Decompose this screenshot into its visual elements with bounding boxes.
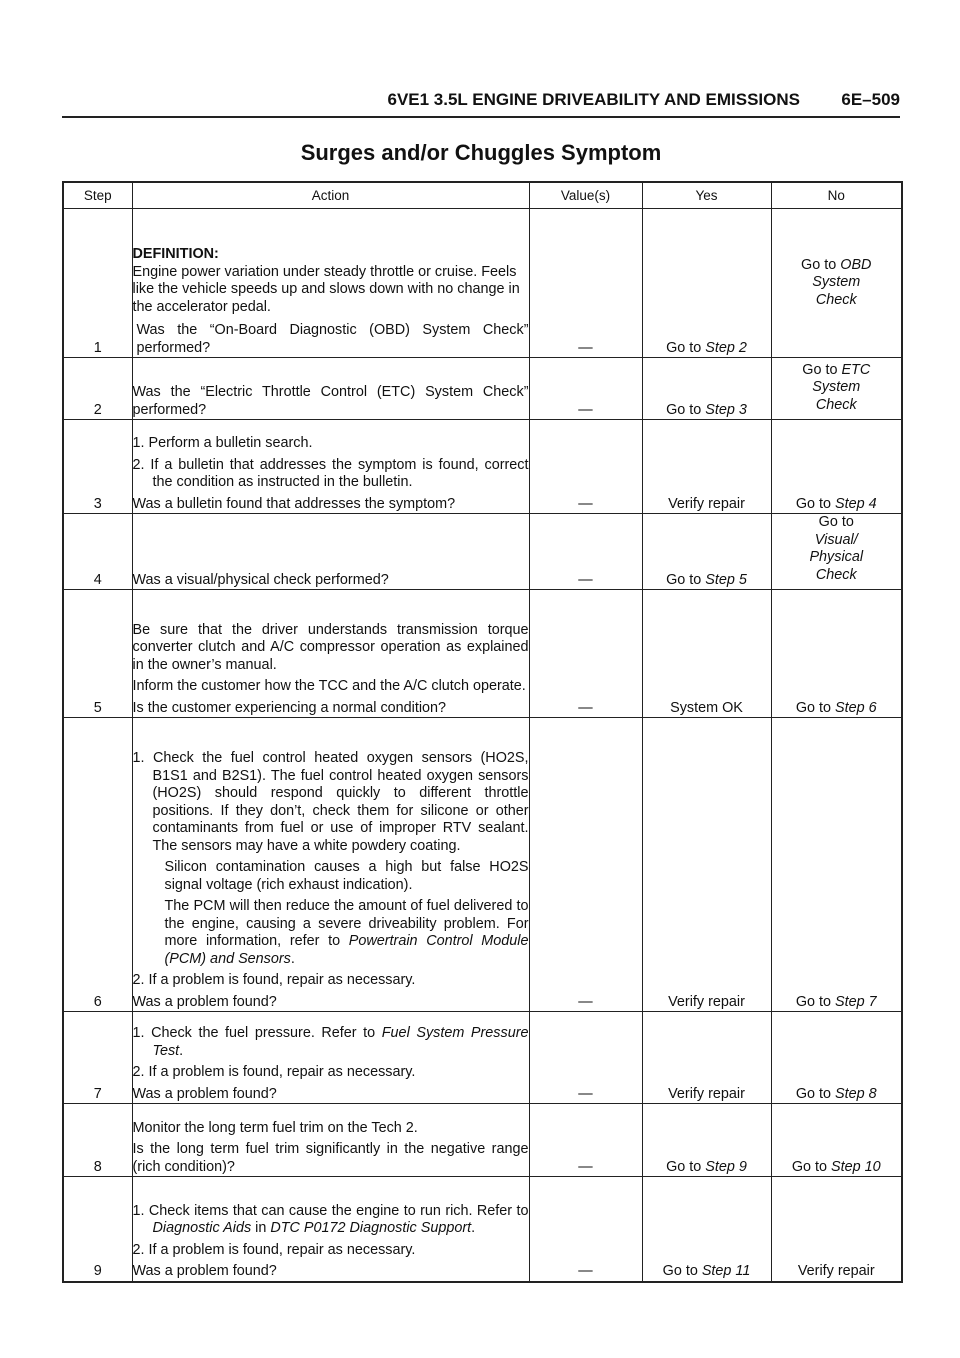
table-row bbox=[63, 1177, 902, 1282]
table-row bbox=[63, 718, 902, 1012]
action-subitem: Silicon contamination causes a high but false HO2S signal voltage (rich exhaust indication). bbox=[164, 859, 529, 893]
step-no: Go to Visual/ Physical Check bbox=[771, 514, 902, 590]
step-action bbox=[132, 1104, 529, 1177]
step-question: Was a visual/physical check performed? bbox=[132, 571, 389, 588]
page-title: Surges and/or Chuggles Symptom bbox=[300, 140, 662, 165]
step-no: Go to Step 8 bbox=[771, 1012, 902, 1104]
step-value: — bbox=[529, 1177, 642, 1282]
table-header-row bbox=[63, 182, 902, 209]
step-ref-link[interactable]: Fuel System Pressure Test bbox=[152, 1025, 529, 1059]
table-row bbox=[63, 358, 902, 420]
step-value: — bbox=[529, 590, 642, 718]
diagnostic-table bbox=[62, 181, 903, 1283]
table-row bbox=[63, 590, 902, 718]
step-no: Go to Step 4 bbox=[771, 420, 902, 514]
table-row bbox=[63, 1012, 902, 1104]
step-yes: Go to Step 2 bbox=[642, 209, 771, 358]
step-ref-link[interactable]: Step 11 bbox=[701, 1263, 751, 1279]
step-value: — bbox=[529, 718, 642, 1012]
step-question: Was a bulletin found that addresses the symptom? bbox=[132, 495, 456, 512]
section-title: 6VE1 3.5L ENGINE DRIVEABILITY AND EMISSIONS bbox=[387, 90, 800, 109]
step-number: 1 bbox=[63, 209, 132, 358]
action-paragraph: Monitor the long term fuel trim on the Tech 2. bbox=[132, 1119, 418, 1136]
table-row bbox=[63, 514, 902, 590]
step-action bbox=[132, 209, 529, 358]
step-action bbox=[132, 358, 529, 420]
step-number: 6 bbox=[63, 718, 132, 1012]
step-question: Is the customer experiencing a normal condition? bbox=[132, 699, 447, 716]
action-item: 1. Perform a bulletin search. bbox=[132, 435, 313, 451]
step-ref-link[interactable]: Step 7 bbox=[835, 993, 877, 1010]
action-item: 2. If a problem is found, repair as necessary. bbox=[132, 1241, 416, 1258]
step-ref-link[interactable]: Step 5 bbox=[705, 571, 747, 588]
step-ref-link[interactable]: DTC P0172 Diagnostic Support bbox=[270, 1220, 472, 1236]
step-number: 7 bbox=[63, 1012, 132, 1104]
action-subitem: The PCM will then reduce the amount of fuel delivered to the engine, causing a severe driveability problem. For more information, refer to Powertrain Control Module (PCM) and Sensors. bbox=[164, 898, 529, 967]
step-value: — bbox=[529, 358, 642, 420]
step-ref-link[interactable]: Step 10 bbox=[831, 1158, 881, 1175]
step-yes: Verify repair bbox=[642, 420, 771, 514]
action-item: 2. If a problem is found, repair as necessary. bbox=[132, 972, 416, 988]
step-action bbox=[132, 718, 529, 1012]
action-item: 1. Check the fuel pressure. Refer to Fuel System Pressure Test. bbox=[132, 1025, 529, 1059]
step-number: 4 bbox=[63, 514, 132, 590]
step-number: 9 bbox=[63, 1177, 132, 1282]
table-row bbox=[63, 209, 902, 358]
step-question: Was a problem found? bbox=[132, 993, 277, 1010]
step-action bbox=[132, 420, 529, 514]
step-yes: Verify repair bbox=[642, 718, 771, 1012]
step-number: 2 bbox=[63, 358, 132, 420]
step-number: 5 bbox=[63, 590, 132, 718]
step-value: — bbox=[529, 1104, 642, 1177]
step-question: Was a problem found? bbox=[132, 1263, 277, 1279]
step-value: — bbox=[529, 209, 642, 358]
step-ref-link[interactable]: Step 2 bbox=[705, 339, 747, 356]
col-header-step: Step bbox=[63, 182, 132, 209]
action-item: 2. If a problem is found, repair as necessary. bbox=[132, 1064, 416, 1080]
step-ref-link[interactable]: Visual/ Physical Check bbox=[809, 531, 864, 583]
step-no: Go to Step 10 bbox=[771, 1104, 902, 1177]
step-ref-link[interactable]: Step 8 bbox=[835, 1085, 877, 1102]
action-paragraph: Inform the customer how the TCC and the A/C clutch operate. bbox=[132, 678, 526, 694]
definition-label: DEFINITION: bbox=[132, 246, 219, 262]
step-no: Go to ETC System Check bbox=[771, 358, 902, 420]
step-no: Go to OBD System Check bbox=[771, 209, 902, 358]
step-no: Verify repair bbox=[771, 1177, 902, 1282]
col-header-action: Action bbox=[132, 182, 529, 209]
step-ref-link[interactable]: ETC System Check bbox=[812, 361, 871, 413]
step-question: Was the “On-Board Diagnostic (OBD) System Check” performed? bbox=[136, 322, 529, 356]
step-yes: Go to Step 3 bbox=[642, 358, 771, 420]
action-item: 2. If a bulletin that addresses the symptom is found, correct the condition as instructed in the bulletin. bbox=[132, 456, 529, 490]
step-ref-link[interactable]: Diagnostic Aids bbox=[152, 1220, 252, 1236]
table-row bbox=[63, 1104, 902, 1177]
step-no: Go to Step 6 bbox=[771, 590, 902, 718]
step-yes: Go to Step 5 bbox=[642, 514, 771, 590]
page-header bbox=[62, 88, 900, 118]
table-row bbox=[63, 420, 902, 514]
col-header-no: No bbox=[771, 182, 902, 209]
step-action bbox=[132, 514, 529, 590]
step-value: — bbox=[529, 1012, 642, 1104]
step-no: Go to Step 7 bbox=[771, 718, 902, 1012]
step-ref-link[interactable]: Step 9 bbox=[705, 1158, 747, 1175]
step-value: — bbox=[529, 514, 642, 590]
col-header-values: Value(s) bbox=[529, 182, 642, 209]
definition-text: Engine power variation under steady throttle or cruise. Feels like the vehicle speeds up and slows down with no change in the accelerator pedal. bbox=[132, 263, 520, 315]
step-ref-link[interactable]: Step 4 bbox=[835, 495, 877, 512]
step-action bbox=[132, 1177, 529, 1282]
step-ref-link[interactable]: Step 3 bbox=[705, 401, 747, 418]
step-yes: Go to Step 9 bbox=[642, 1104, 771, 1177]
step-value: — bbox=[529, 420, 642, 514]
step-yes: System OK bbox=[642, 590, 771, 718]
step-number: 8 bbox=[63, 1104, 132, 1177]
step-question: Is the long term fuel trim significantly in the negative range (rich condition)? bbox=[132, 1141, 529, 1175]
step-yes: Verify repair bbox=[642, 1012, 771, 1104]
step-action bbox=[132, 1012, 529, 1104]
action-item: 1. Check the fuel control heated oxygen sensors (HO2S, B1S1 and B2S1). The fuel control heated oxygen sensors (HO2S) should respond quickly to different throttle positions. If they don’t, check them for silicone or other contaminants from fuel or use of improper RTV sealant. The sensors may have a white powdery coating. bbox=[132, 750, 529, 854]
page-number: 6E–509 bbox=[841, 90, 900, 109]
step-ref-link[interactable]: Step 6 bbox=[835, 699, 877, 716]
action-item: 1. Check items that can cause the engine to run rich. Refer to Diagnostic Aids in DTC P0172 Diagnostic Support. bbox=[132, 1202, 529, 1236]
action-paragraph: Be sure that the driver understands transmission torque converter clutch and A/C compressor operation as explained in the owner’s manual. bbox=[132, 621, 529, 673]
step-ref-link[interactable]: OBD System Check bbox=[812, 256, 872, 308]
step-number: 3 bbox=[63, 420, 132, 514]
step-action bbox=[132, 590, 529, 718]
col-header-yes: Yes bbox=[642, 182, 771, 209]
step-yes: Go to Step 11 bbox=[642, 1177, 771, 1282]
step-ref-link[interactable]: Powertrain Control Module (PCM) and Sensors bbox=[164, 933, 529, 967]
step-question: Was a problem found? bbox=[132, 1085, 277, 1102]
step-question: Was the “Electric Throttle Control (ETC) System Check” performed? bbox=[132, 384, 529, 418]
